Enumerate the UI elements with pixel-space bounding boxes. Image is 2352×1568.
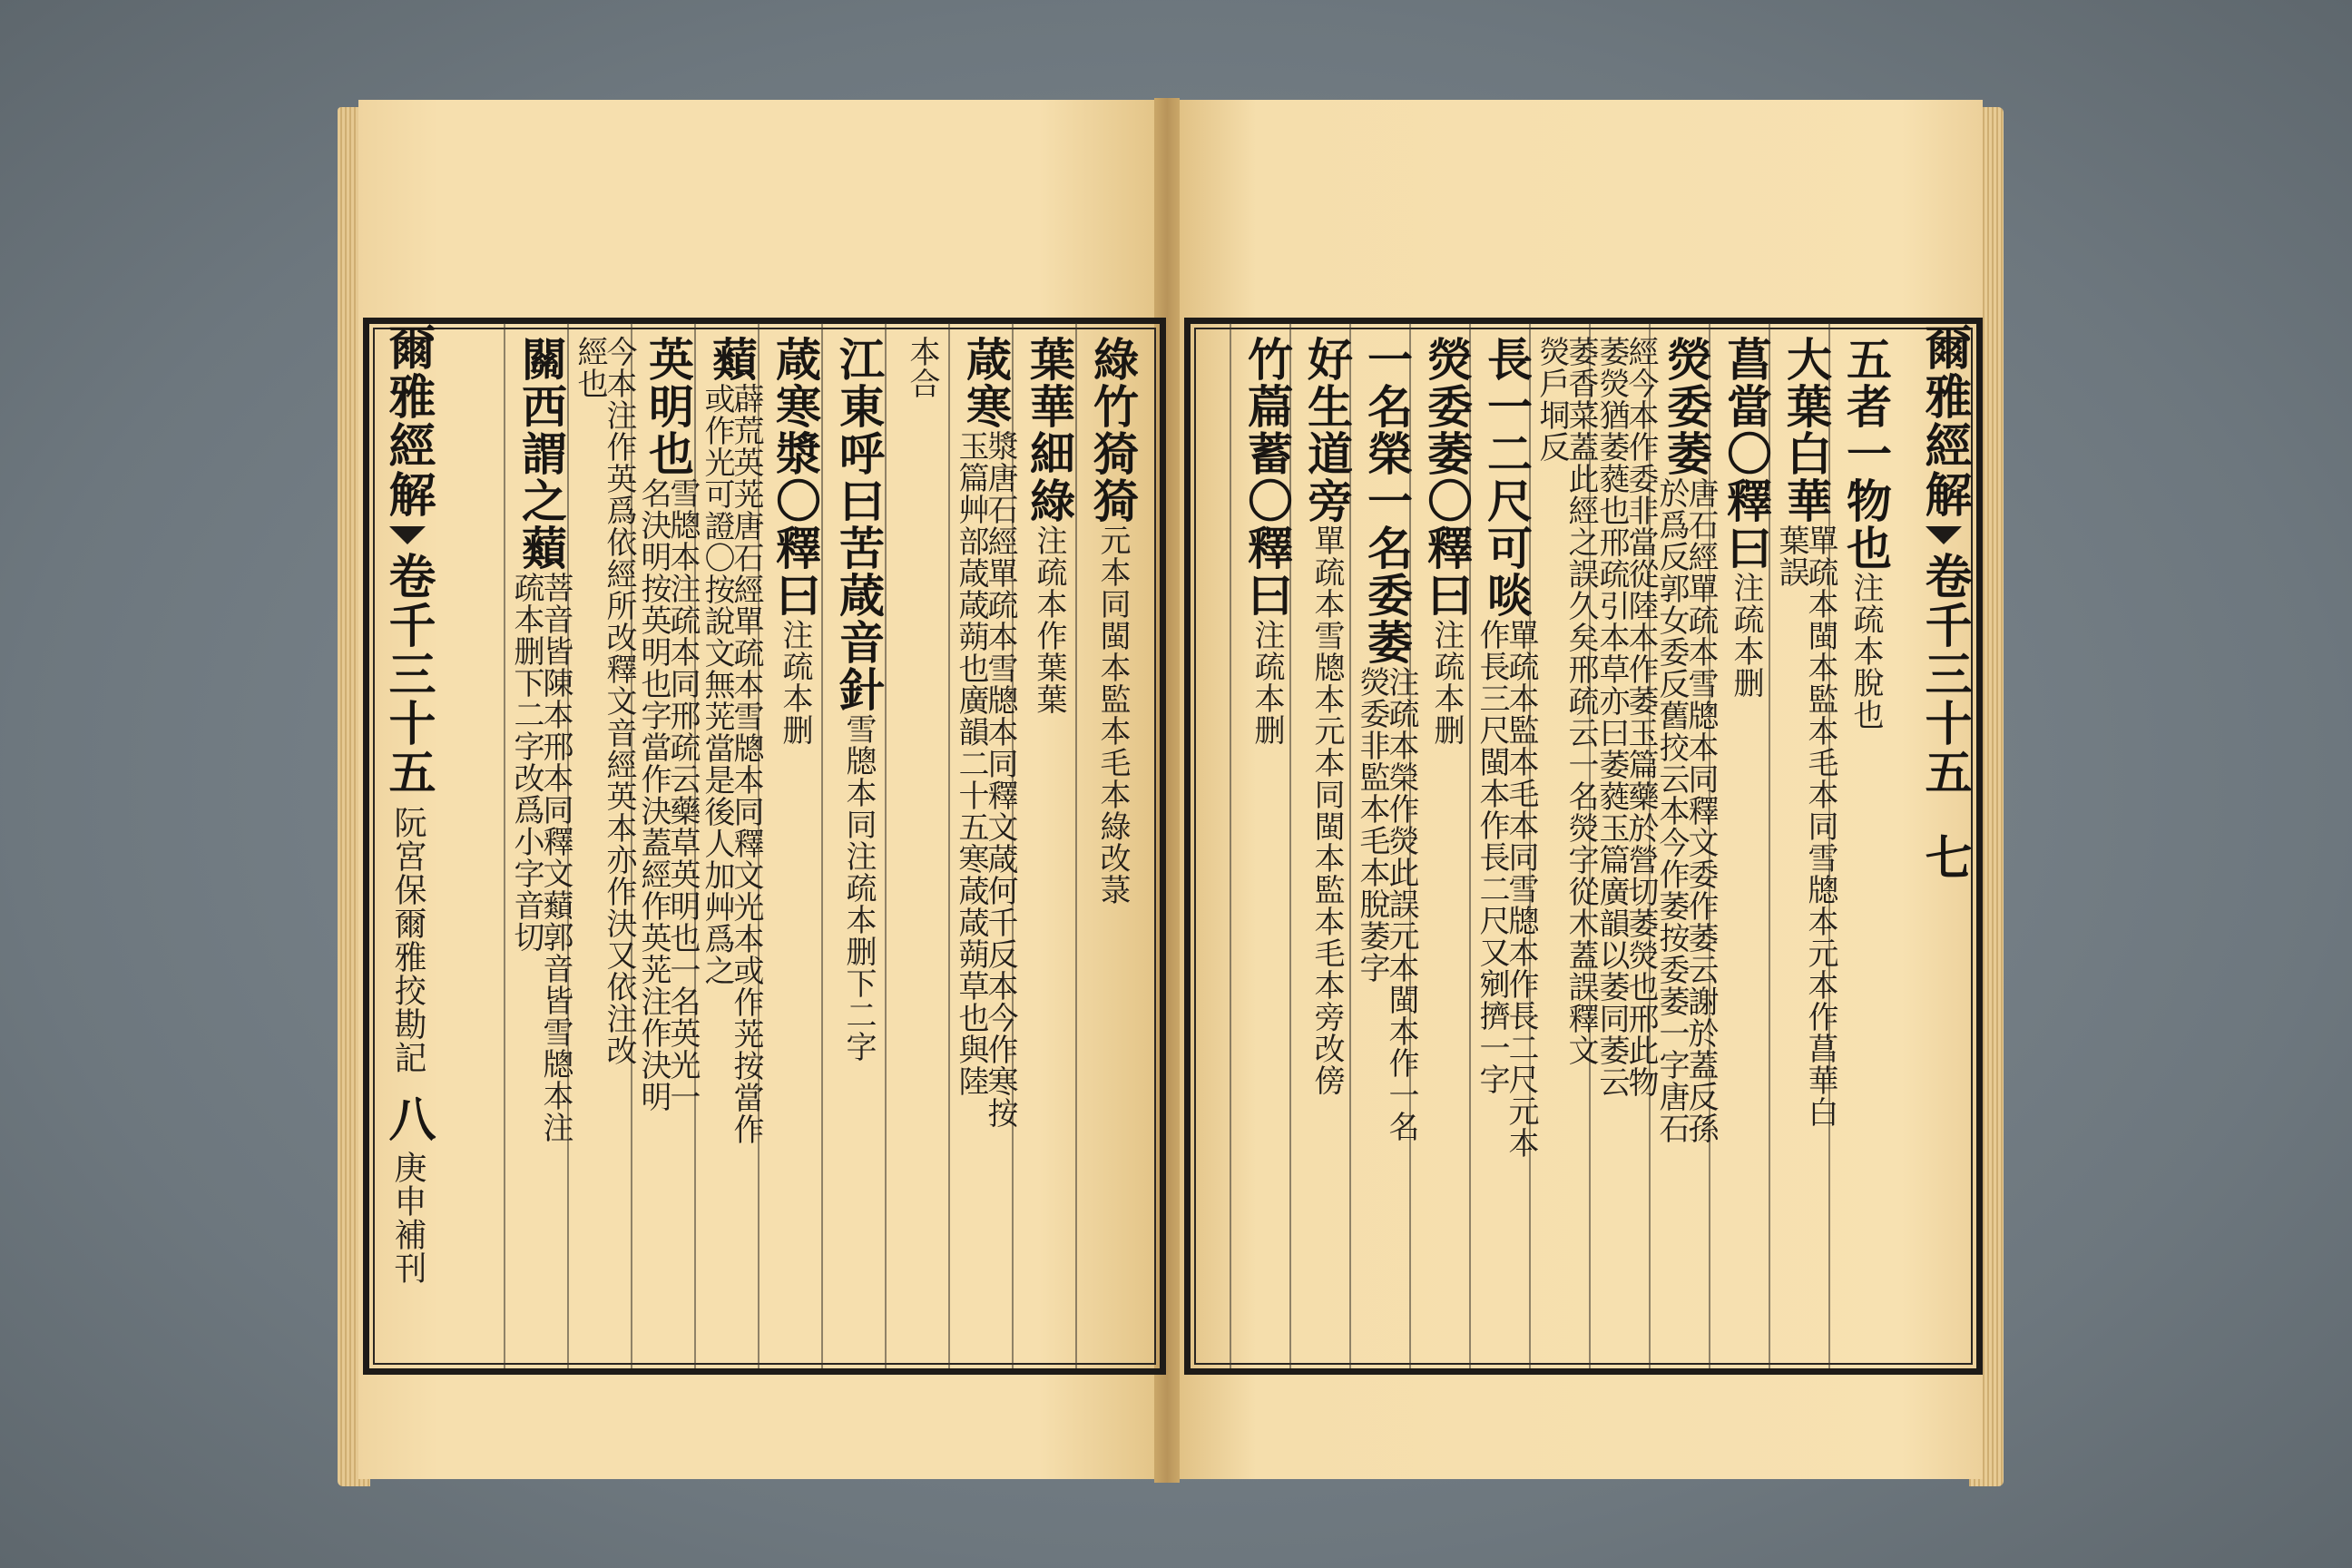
commentary-pair [1593, 336, 1659, 1098]
commentary-line-a: 單疏本監本毛本同雪牕本作長二尺元本 [1503, 619, 1539, 1159]
main-text: 大葉白華 [1779, 336, 1833, 524]
text-column [572, 336, 637, 1066]
main-text: 英明也 [642, 336, 695, 477]
text-column [1021, 336, 1077, 715]
text-column [1773, 336, 1838, 1128]
fold-edition: 庚申補刊 [389, 1151, 426, 1285]
commentary-line-a: 漿唐石經單疏本雪牕本同釋文葴何千反本今作寒按 [982, 430, 1018, 1129]
commentary-line-b: 於爲反郭女委反舊挍云本今作萎按委萎一字唐石 [1653, 477, 1690, 1144]
commentary-pair [777, 619, 813, 746]
commentary-line-a: 今本注作英爲依經所改釋文音經英本亦作決又依注改 [601, 336, 637, 1066]
commentary-line-a: 唐石經單疏本雪牕本同釋文委作萎云謝於蓋反孫 [1682, 477, 1719, 1144]
fold-title: 爾雅經解 [1916, 323, 1972, 519]
text-column [699, 336, 764, 1145]
commentary-line-a: 菩音皆陳本邢本同釋文蘱郭音皆雪牕本注 [537, 572, 573, 1143]
text-column [635, 336, 701, 1112]
commentary-pair [1773, 524, 1838, 1128]
main-text: 關西謂之蘱 [514, 336, 568, 572]
main-text: 蘱 [705, 336, 759, 383]
fold-title: 爾雅經解 [380, 323, 436, 519]
commentary-pair [635, 477, 701, 1112]
commentary-pair [953, 430, 1018, 1129]
fold-leaf: 八 [380, 1094, 436, 1143]
commentary-line-a: 雪牕本注疏本同邢疏云藥草英明也一名英光一 [664, 477, 701, 1112]
text-column [508, 336, 573, 1143]
commentary-line-a: 經今本作委非當從陸本作萎玉篇藥於營切萎熒也邢此物 [1622, 336, 1659, 1098]
main-text: 五者一物也 [1839, 336, 1893, 572]
commentary-pair [699, 383, 764, 1145]
commentary-pair [1354, 666, 1419, 1142]
text-column [767, 336, 823, 746]
commentary-line-a: 本合 [904, 336, 940, 399]
commentary-line-b: 萎熒猶萎蕤也邢疏引本草亦曰萎蕤玉篇廣韻以萎同萎云 [1593, 336, 1630, 1098]
fold-publisher: 阮宮保爾雅挍勘記 [389, 806, 426, 1074]
column-rule [1230, 323, 1231, 1368]
column-rule [504, 323, 505, 1368]
text-column [1239, 336, 1295, 746]
commentary-line-b: 熒戶垌反 [1534, 336, 1570, 463]
fishtail-mark [389, 526, 426, 544]
main-text: 好生道旁 [1300, 336, 1354, 524]
commentary-line-b: 名決明按英明也字當作決蓋經作英茪注作決明 [635, 477, 671, 1112]
commentary-pair [1308, 524, 1345, 1096]
commentary-line-b: 熒委非監本毛本脫萎字 [1354, 666, 1390, 984]
column-rule [948, 323, 950, 1368]
fishtail-mark [1926, 526, 1962, 544]
commentary-line-a: 單疏本雪牕本元本同閩本監本毛本旁改傍 [1308, 524, 1345, 1096]
text-column [1653, 336, 1719, 1144]
text-column [1084, 336, 1141, 906]
main-text: 綠竹猗猗 [1086, 336, 1140, 524]
commentary-line-a: 注疏本脫也 [1847, 572, 1884, 730]
commentary-pair [1094, 524, 1131, 906]
text-column [1593, 336, 1659, 1098]
text-column [1534, 336, 1599, 1066]
text-column [1354, 336, 1419, 1142]
commentary-line-a: 注疏本删 [777, 619, 813, 746]
commentary-line-a: 注疏本榮作熒此誤元本閩本作一名 [1383, 666, 1419, 1142]
commentary-line-a: 注疏本删 [1249, 619, 1285, 746]
commentary-line-b: 或作光可證〇按說文無茪當是後人加艸爲之 [699, 383, 735, 986]
text-column [1718, 336, 1774, 699]
commentary-pair [1728, 572, 1764, 699]
commentary-line-a: 薜荒英茪唐石經單疏本雪牕本同釋文光本或作茪按當作 [728, 383, 764, 1145]
fold-volume: 卷千三十五 [380, 552, 436, 797]
commentary-line-b: 玉篇艸部葴葴蒴也廣韻二十五寒葴葴蒴草也與陸 [953, 430, 989, 1097]
commentary-line-a: 元本同閩本監本毛本綠改菉 [1094, 524, 1131, 906]
left-fold-strip [363, 323, 452, 1368]
commentary-line-a: 萎香菜蓋此經之誤久矣邢疏云一名熒字從木蓋誤釋文 [1563, 336, 1599, 1066]
main-text: 江東呼曰苦葴音針 [832, 336, 886, 713]
commentary-line-a: 注疏本删 [1428, 619, 1465, 746]
commentary-line-a: 單疏本閩本監本毛本同雪牕本元本作菖華白 [1802, 524, 1838, 1128]
commentary-pair [1474, 619, 1539, 1159]
commentary-line-b: 經也 [572, 336, 608, 399]
commentary-line-a: 注疏本作葉葉 [1031, 524, 1067, 715]
main-text: 長一二尺可啖 [1480, 336, 1534, 619]
main-text: 葴寒 [959, 336, 1013, 430]
commentary-pair [1534, 336, 1599, 1066]
commentary-pair [1847, 572, 1884, 730]
commentary-line-a: 雪牕本同注疏本删下二字 [840, 713, 877, 1063]
text-column [953, 336, 1018, 1129]
commentary-pair [1428, 619, 1465, 746]
text-column [1474, 336, 1539, 1159]
commentary-pair [572, 336, 637, 1066]
fold-leaf: 七 [1916, 833, 1972, 882]
commentary-pair [840, 713, 877, 1063]
commentary-pair [904, 336, 940, 399]
main-text: 菖當〇釋曰 [1720, 336, 1773, 572]
commentary-line-b: 疏本删下二字改爲小字音切 [508, 572, 544, 953]
commentary-line-b: 葉誤 [1773, 524, 1809, 588]
right-fold-strip [1906, 323, 1982, 1368]
commentary-line-b: 作長三尺閩本作長二尺又剜擠一字 [1474, 619, 1510, 1095]
main-text: 葴寒漿〇釋曰 [769, 336, 822, 619]
commentary-pair [508, 572, 573, 1143]
text-column [830, 336, 887, 1063]
main-text: 熒委萎〇釋曰 [1420, 336, 1474, 619]
commentary-pair [1249, 619, 1285, 746]
text-column [1838, 336, 1894, 730]
commentary-pair [1031, 524, 1067, 715]
main-text: 葉華細綠 [1023, 336, 1076, 524]
main-text: 熒委萎 [1660, 336, 1713, 477]
fold-volume: 卷千三十五 [1916, 552, 1972, 797]
text-column [894, 336, 950, 399]
main-text: 一名榮一名委萎 [1360, 336, 1414, 666]
commentary-pair [1653, 477, 1719, 1144]
text-column [1418, 336, 1475, 746]
commentary-line-a: 注疏本删 [1728, 572, 1764, 699]
text-column [1298, 336, 1355, 1096]
main-text: 竹萹蓄〇釋曰 [1240, 336, 1294, 619]
